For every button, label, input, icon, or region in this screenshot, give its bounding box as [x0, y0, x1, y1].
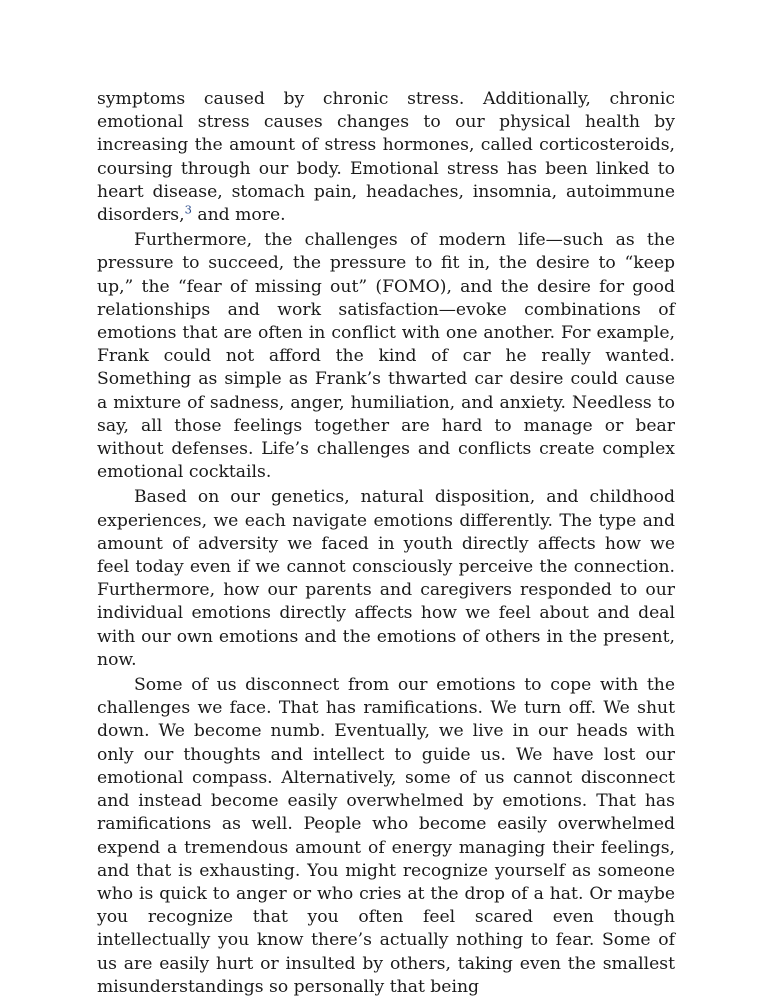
- paragraph-3: Based on our genetics, natural disposition, and childhood experiences, we each navigate emotions differently. The type and amount of adversity we faced in youth directly affects how we feel today even if we cannot consciously perceive the connection. Furthermore, how our parents and caregivers responded to our individual emotions directly affects how we feel about and deal with our own emotions and the emotions of others in the present, now.: [97, 487, 675, 670]
- footnote-reference[interactable]: 3: [184, 202, 192, 217]
- paragraph-1-tail: and more.: [191, 205, 286, 226]
- paragraph-2: Furthermore, the challenges of modern life—such as the pressure to succeed, the pressure to fit in, the desire to “keep up,” the “fear of missing out” (FOMO), and the desire for good relationships and work satisfaction—evoke combinations of emotions that are often in conflict with one another. For example, Frank could not afford the kind of car he really wanted. Something as simple as Frank’s thwarted car desire could cause a mixture of sadness, anger, humiliation, and anxiety. Needless to say, all those feelings together are hard to manage or bear without defenses. Life’s challenges and conflicts create complex emotional cocktails.: [97, 230, 675, 483]
- paragraph-1-text: symptoms caused by chronic stress. Additionally, chronic emotional stress causes changes to our physical health by increasing the amount of stress hormones, called corticosteroids, coursing through our body. Emotional stress has been linked to heart disease, stomach pain, headaches, insomnia, autoimmune disorders,: [97, 89, 675, 226]
- paragraph-4: Some of us disconnect from our emotions to cope with the challenges we face. That has ramifications. We turn off. We shut down. We become numb. Eventually, we live in our heads with only our thoughts and intellect to guide us. We have lost our emotional compass. Alternatively, some of us cannot disconnect and instead become easily overwhelmed by emotions. That has ramifications as well. People who become easily overwhelmed expend a tremendous amount of energy managing their feelings, and that is exhausting. You might recognize yourself as someone who is quick to anger or who cries at the drop of a hat. Or maybe you recognize that you often feel scared even though intellectually you know there’s actually nothing to fear. Some of us are easily hurt or insulted by others, taking even the smallest misunderstandings so personally that being: [97, 675, 675, 997]
- paragraph-1: [97, 88, 675, 227]
- document-page: [97, 88, 675, 999]
